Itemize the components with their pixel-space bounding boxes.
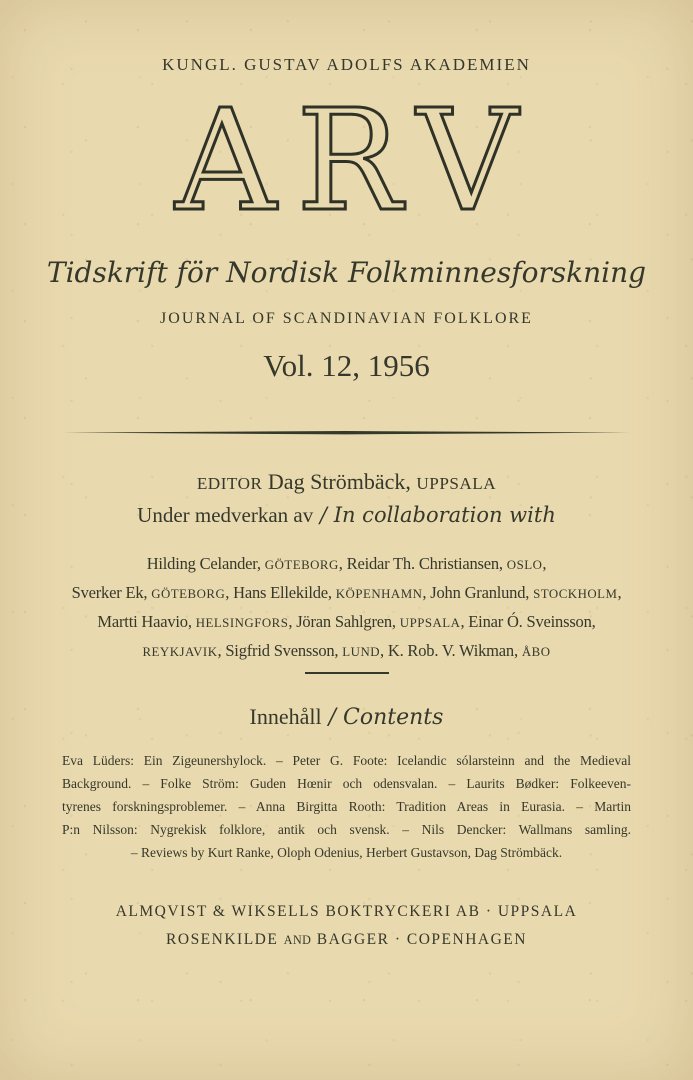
journal-logo: ARV bbox=[175, 80, 538, 243]
editor-label: EDITOR bbox=[196, 474, 263, 493]
subtitle-swedish: Tidskrift för Nordisk Folkminnesforskning bbox=[46, 256, 647, 289]
collaborators-list bbox=[0, 550, 693, 666]
contents-heading-separator: / bbox=[321, 705, 344, 730]
imprint bbox=[0, 898, 693, 954]
collaboration-heading bbox=[0, 503, 693, 528]
contents-heading bbox=[0, 704, 693, 730]
volume-number: Vol. 12, 1956 bbox=[263, 348, 430, 383]
contents-summary bbox=[62, 749, 631, 864]
collaborators-line-2: Sverker Ek, GÖTEBORG, Hans Ellekilde, KÖPENHAMN, John Granlund, STOCKHOLM, bbox=[71, 583, 622, 602]
publisher-line: ROSENKILDE AND BAGGER · COPENHAGEN bbox=[166, 931, 527, 948]
short-divider-rule bbox=[305, 672, 389, 674]
collaboration-heading-swedish: Under medverkan av bbox=[137, 503, 314, 527]
printer-line: ALMQVIST & WIKSELLS BOKTRYCKERI AB · UPPSALA bbox=[115, 903, 578, 920]
contents-heading-swedish: Innehåll bbox=[249, 704, 322, 729]
collaborators-line-3: Martti Haavio, HELSINGFORS, Jöran Sahlgren, UPPSALA, Einar Ó. Sveinsson, bbox=[97, 612, 596, 631]
collaboration-heading-english: In collaboration with bbox=[333, 503, 556, 527]
contents-line: P:n Nilsson: Nygrekisk folklore, antik och svensk. – Nils Dencker: Wallmans samling. bbox=[62, 822, 631, 837]
collaborators-line-1: Hilding Celander, GÖTEBORG, Reidar Th. Christiansen, OSLO, bbox=[146, 554, 547, 573]
editor-name: Dag Strömbäck, bbox=[262, 469, 417, 494]
contents-line: Background. – Folke Ström: Guden Hœnir och odensvalan. – Laurits Bødker: Folkeeven- bbox=[62, 776, 631, 791]
subtitle-english: JOURNAL OF SCANDINAVIAN FOLKLORE bbox=[160, 310, 533, 327]
swelled-rule bbox=[63, 430, 630, 436]
contents-line: – Reviews by Kurt Ranke, Oloph Odenius, Herbert Gustavson, Dag Strömbäck. bbox=[130, 845, 563, 860]
collaborators-line-4: REYKJAVIK, Sigfrid Svensson, LUND, K. Rob. V. Wikman, ÅBO bbox=[142, 641, 551, 660]
editor-line bbox=[0, 469, 693, 495]
contents-line: tyrenes forskningsproblemer. – Anna Birgitta Rooth: Tradition Areas in Eurasia. – Martin bbox=[62, 799, 631, 814]
editor-city: UPPSALA bbox=[416, 474, 497, 493]
contents-line: Eva Lüders: Ein Zigeunershylock. – Peter G. Foote: Icelandic sólarsteinn and the Medieval bbox=[62, 753, 631, 768]
contents-heading-english: Contents bbox=[343, 705, 444, 730]
collaboration-separator: / bbox=[313, 503, 334, 527]
academy-name: KUNGL. GUSTAV ADOLFS AKADEMIEN bbox=[162, 55, 531, 74]
